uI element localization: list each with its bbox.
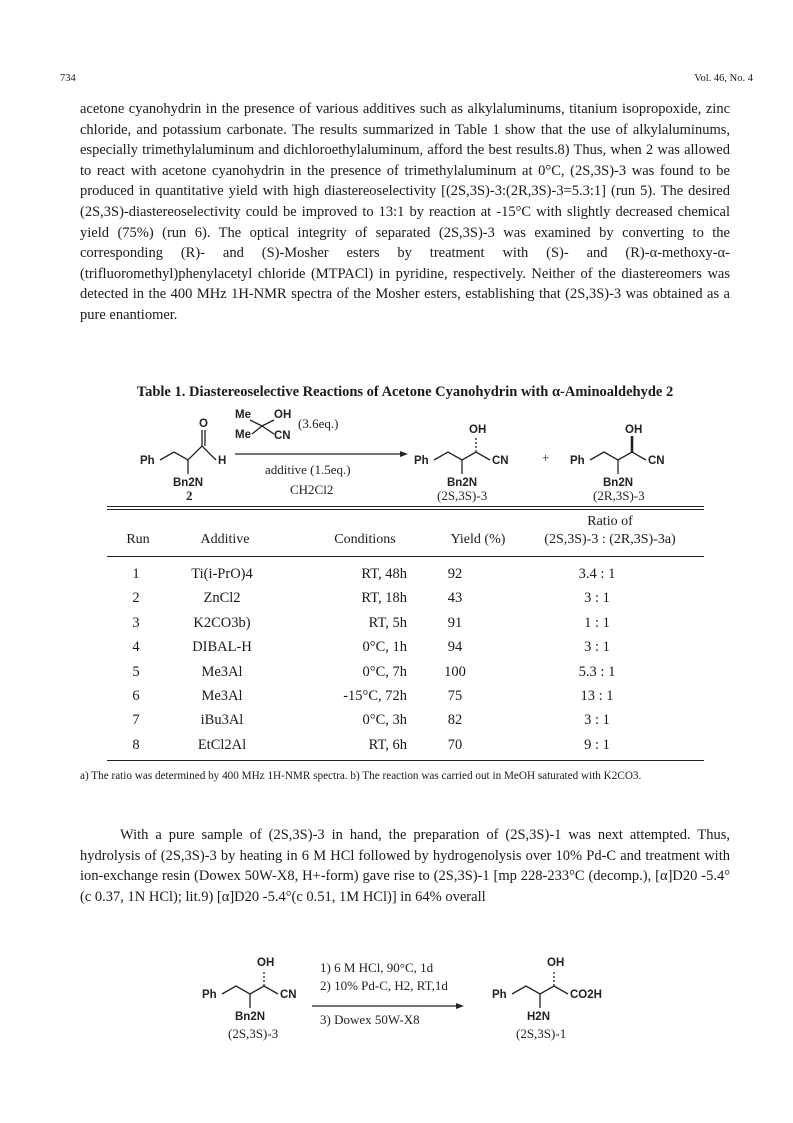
- header-ratio-line1: Ratio of: [587, 514, 633, 529]
- cell-additive: K2CO3b): [193, 614, 251, 631]
- cell-run: 2: [132, 590, 140, 607]
- cell-run: 3: [132, 614, 140, 631]
- cell-additive: EtCl2Al: [197, 736, 247, 753]
- s2-sm-bn2n: Bn2N: [235, 1011, 266, 1023]
- reagent-amount: (3.6eq.): [298, 416, 339, 431]
- page-number: 734: [60, 73, 76, 84]
- journal-volume: Vol. 46, No. 4: [694, 73, 753, 84]
- table-row: [107, 664, 704, 686]
- cell-yield: 91: [447, 614, 463, 631]
- p2-cn: CN: [648, 455, 665, 467]
- cell-conditions: RT, 48h: [361, 566, 407, 582]
- cell-ratio: 9 : 1: [584, 736, 610, 753]
- cell-additive: ZnCl2: [203, 590, 241, 607]
- s2-sm-label: (2S,3S)-3: [228, 1026, 279, 1041]
- cell-yield: 94: [447, 639, 463, 656]
- p2-ph: Ph: [570, 455, 585, 467]
- p1-cn: CN: [492, 455, 509, 467]
- cell-conditions: RT, 6h: [368, 736, 407, 753]
- cell-ratio: 3 : 1: [584, 590, 610, 607]
- cell-additive: Ti(i-PrO)4: [191, 566, 253, 582]
- plus-sign: +: [542, 450, 550, 465]
- product2-label: (2R,3S)-3: [593, 488, 645, 503]
- s2-p-oh: OH: [547, 957, 565, 969]
- cell-conditions: 0°C, 3h: [362, 712, 407, 729]
- sm-h-label: H: [218, 455, 227, 467]
- table-row: [107, 566, 704, 588]
- table-row: [107, 615, 704, 637]
- cell-additive: DIBAL-H: [192, 639, 252, 656]
- cell-conditions: RT, 5h: [368, 614, 407, 631]
- p1-ph: Ph: [414, 455, 429, 467]
- table-rule-mid: [107, 556, 704, 557]
- table-row: [107, 688, 704, 710]
- body-paragraph-2: With a pure sample of (2S,3S)-3 in hand, the preparation of (2S,3S)-1 was next attempted. Thus, hydrolysis of (2S,3S)-3 by heating in 6 M HCl followed by hydrogenolysis over 10% Pd-C and treatment with ion-exchange resin (Dowex 50W-X8, H+-form) gave rise to (2S,3S)-1 [mp 228-233°C (decomp.), [α]D20 -5.4°(c 0.37, 1N HCl); lit.9) [α]D20 -5.4°(c 0.51, 1M HCl)] in 64% overall: [80, 827, 730, 905]
- cell-additive: iBu3Al: [200, 712, 244, 729]
- p2-bn2n: Bn2N: [603, 477, 634, 489]
- cell-ratio: 1 : 1: [584, 614, 610, 631]
- table-footnote: a) The ratio was determined by 400 MHz 1H-NMR spectra. b) The reaction was carried out in MeOH saturated with K2CO3.: [80, 770, 642, 782]
- cell-yield: 82: [447, 712, 463, 729]
- reaction-scheme-table: [130, 408, 710, 504]
- s2-step3: 3) Dowex 50W-X8: [320, 1012, 420, 1027]
- p1-bn2n: Bn2N: [447, 477, 478, 489]
- cell-conditions: RT, 18h: [361, 590, 407, 607]
- cell-ratio: 3 : 1: [584, 712, 610, 729]
- header-conditions: Conditions: [334, 532, 396, 547]
- cell-conditions: 0°C, 1h: [362, 639, 407, 656]
- cell-run: 7: [132, 712, 140, 729]
- table-row: [107, 737, 704, 759]
- cell-run: 8: [132, 736, 140, 753]
- cell-run: 4: [132, 639, 140, 656]
- sm-compound-number: 2: [186, 488, 193, 503]
- product1-label: (2S,3S)-3: [437, 488, 488, 503]
- cell-yield: 75: [447, 688, 463, 704]
- sm-o-label: O: [199, 418, 208, 430]
- cell-yield: 92: [447, 566, 463, 582]
- header-yield: Yield (%): [450, 532, 506, 547]
- s2-sm-cn: CN: [280, 989, 297, 1001]
- sm-bn2n-label: Bn2N: [173, 477, 204, 489]
- s2-step2: 2) 10% Pd-C, H2, RT,1d: [320, 978, 448, 993]
- s2-product-label: (2S,3S)-1: [516, 1026, 567, 1041]
- reaction-scheme-hydrolysis: [200, 952, 630, 1042]
- table-row: [107, 590, 704, 612]
- cell-yield: 43: [447, 590, 463, 607]
- cell-ratio: 3 : 1: [584, 639, 610, 656]
- additive-label: additive (1.5eq.): [265, 462, 351, 477]
- cell-yield: 100: [444, 663, 466, 680]
- cell-ratio: 5.3 : 1: [578, 663, 616, 680]
- cell-run: 6: [132, 688, 140, 704]
- header-ratio-line2: (2S,3S)-3 : (2R,3S)-3a): [544, 532, 676, 547]
- cell-conditions: 0°C, 7h: [362, 663, 407, 680]
- table-row: [107, 712, 704, 734]
- table-rule-bottom: [107, 760, 704, 761]
- s2-step1: 1) 6 M HCl, 90°C, 1d: [320, 960, 434, 975]
- table-rule-top: [107, 506, 704, 507]
- table-title: Table 1. Diastereoselective Reactions of Acetone Cyanohydrin with α-Aminoaldehyde 2: [136, 384, 674, 400]
- cell-run: 5: [132, 663, 140, 680]
- reagent-me-bottom: Me: [235, 429, 251, 441]
- reagent-me-top: Me: [235, 409, 251, 421]
- sm-ph-label: Ph: [140, 455, 155, 467]
- cell-run: 1: [132, 566, 140, 582]
- s2-sm-oh: OH: [257, 957, 275, 969]
- s2-p-h2n: H2N: [527, 1011, 551, 1023]
- cell-additive: Me3Al: [201, 688, 243, 704]
- cell-ratio: 13 : 1: [580, 688, 614, 704]
- cell-conditions: -15°C, 72h: [343, 688, 407, 704]
- cell-yield: 70: [447, 736, 463, 753]
- table-row: [107, 639, 704, 661]
- p2-oh: OH: [625, 424, 643, 436]
- cell-additive: Me3Al: [201, 663, 243, 680]
- solvent-label: CH2Cl2: [290, 482, 334, 497]
- header-run: Run: [126, 532, 150, 547]
- reagent-cn: CN: [274, 430, 291, 442]
- reagent-oh: OH: [274, 409, 292, 421]
- s2-p-co2h: CO2H: [570, 989, 602, 1001]
- p1-oh: OH: [469, 424, 487, 436]
- header-additive: Additive: [200, 532, 250, 547]
- s2-sm-ph: Ph: [202, 989, 217, 1001]
- cell-ratio: 3.4 : 1: [578, 566, 616, 582]
- body-paragraph-1: acetone cyanohydrin in the presence of various additives such as alkylaluminums, titanium isopropoxide, zinc chloride, and potassium carbonate. The results summarized in Table 1 show that the use of alkylaluminums, especially trimethylaluminum and dichloroethylaluminum, afford the best results.8) Thus, when 2 was allowed to react with acetone cyanohydrin in the presence of trimethylaluminum at 0°C, (2S,3S)-3 was found to be produced in quantitative yield with high diastereoselectivity [(2S,3S)-3:(2R,3S)-3=5.3:1] (run 5). The desired (2S,3S)-diastereoselectivity could be improved to 13:1 by reaction at -15°C with slightly decreased chemical yield (75%) (run 6). The optical integrity of separated (2S,3S)-3 was examined by converting to the corresponding (R)- and (S)-Mosher esters by treatment with (S)- and (R)-α-methoxy-α-(trifluoromethyl)phenylacetyl chloride (MTPACl) in pyridine, respectively. Neither of the diastereomers was detected in the 400 MHz 1H-NMR spectra of the Mosher esters, establishing that (2S,3S)-3 was obtained as a pure enantiomer.: [80, 101, 730, 323]
- table-rule-top-double: [107, 509, 704, 510]
- s2-p-ph: Ph: [492, 989, 507, 1001]
